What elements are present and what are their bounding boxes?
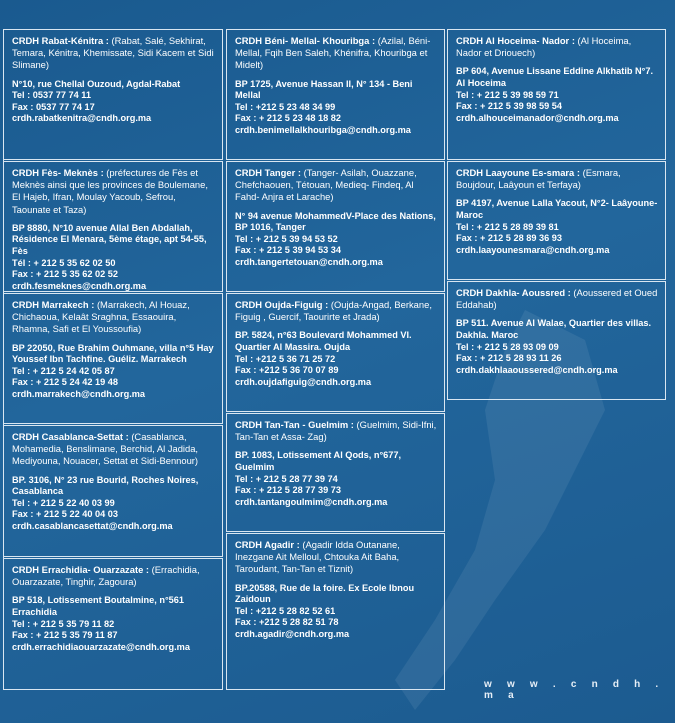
office-tel: Tel : + 212 5 28 77 39 74 — [235, 473, 338, 484]
office-regions: (Errachidia, Ouarzazate, Tinghir, Zagoura) — [12, 564, 200, 588]
office-name: CRDH Casablanca-Settat : — [12, 431, 129, 442]
office-name: CRDH Tanger : — [235, 167, 301, 178]
office-tel: Tel : + 212 5 28 93 09 09 — [456, 341, 559, 352]
office-tel: Tel : + 212 5 39 94 53 52 — [235, 233, 338, 244]
office-email[interactable]: crdh.oujdafiguig@cndh.org.ma — [235, 376, 372, 387]
office-regions: (Aoussered et Oued Eddahab) — [456, 287, 658, 311]
office-name: CRDH Errachidia- Ouarzazate : — [12, 564, 150, 575]
office-name: CRDH Dakhla- Aoussred : — [456, 287, 571, 298]
office-email[interactable]: crdh.agadir@cndh.org.ma — [235, 628, 350, 639]
office-card-dakhla — [447, 281, 666, 400]
office-email[interactable]: crdh.casablancasettat@cndh.org.ma — [12, 520, 173, 531]
office-email[interactable]: crdh.benimellalkhouribga@cndh.org.ma — [235, 124, 411, 135]
office-card-errachidia — [4, 558, 223, 690]
office-email[interactable]: crdh.fesmeknes@cndh.org.ma — [12, 280, 147, 291]
office-email[interactable]: crdh.errachidiaouarzazate@cndh.org.ma — [12, 641, 190, 652]
office-address: BP.20588, Rue de la foire. Ex Ecole Ibnou Zaidoun — [235, 582, 415, 605]
office-address: BP. 1083, Lotissement Al Qods, n°677, Guelmim — [235, 450, 402, 472]
office-address: BP 22050, Rue Brahim Ouhmane, villa n°5 Hay Youssef Ibn Tachfine. Guéliz. Marrakech — [12, 342, 214, 365]
office-regions: (Guelmim, Sidi-Ifni, Tan-Tan et Assa- Zag) — [235, 419, 437, 443]
office-fax: Fax : +212 5 28 82 51 78 — [235, 617, 339, 628]
office-address: BP 8880, N°10 avenue Allal Ben Abdallah, Résidence El Menara, 5ème étage, apt 54-55, Fès — [12, 222, 207, 256]
office-tel: Tel : + 212 5 35 79 11 82 — [12, 618, 115, 629]
office-regions: (Tanger- Asilah, Ouazzane, Chefchaouen, Tétouan, Medieq- Findeq, Al Fahd- Anjra et Larache) — [235, 167, 417, 203]
office-regions: (Esmara, Boujdour, Laâyoun et Terfaya) — [456, 167, 621, 191]
office-address: BP. 5824, n°63 Boulevard Mohammed VI. Quartier Al Massira. Oujda — [235, 330, 412, 352]
office-fax: Fax : + 212 5 23 48 18 82 — [235, 113, 341, 124]
office-tel: Tel : + 212 5 24 42 05 87 — [12, 365, 115, 376]
office-email[interactable]: crdh.dakhlaaoussered@cndh.org.ma — [456, 364, 618, 375]
office-card-laayoune — [447, 161, 666, 280]
office-address: BP 511. Avenue Al Walae, Quartier des villas. Dakhla. Maroc — [456, 318, 652, 340]
office-address: N° 94 avenue MohammedV-Place des Nations, BP 1016, Tanger — [235, 210, 436, 233]
office-tel: Tél : + 212 5 35 62 02 50 — [12, 257, 116, 268]
office-tel: Tel : 0537 77 74 11 — [12, 90, 92, 101]
office-fax: Fax : + 212 5 24 42 19 48 — [12, 377, 118, 388]
office-address: BP 518, Lotissement Boutalmine, n°561 Errachidia — [12, 595, 184, 617]
office-fax: Fax : + 212 5 35 62 02 52 — [12, 269, 118, 280]
office-regions: (Marrakech, Al Houaz, Chichaoua, Kelaât Sraghna, Essaouira, Rhamna, Safi et El Youssoufia) — [12, 299, 190, 335]
office-regions: (Agadir Idda Outanane, Inezgane Ait Melloul, Chtouka Ait Baha, Taroudant, Tan-Tan et Tiznit) — [235, 539, 400, 575]
office-name: CRDH Marrakech : — [12, 299, 95, 310]
office-address: N°10, rue Chellal Ouzoud, Agdal-Rabat — [12, 78, 181, 89]
office-regions: (Al Hoceima, Nador et Driouech) — [456, 35, 632, 59]
website-url[interactable]: w w w . c n d h . m a — [484, 679, 665, 701]
office-tel: Tel : +212 5 28 82 52 61 — [235, 605, 336, 616]
office-regions: (Casablanca, Mohamedia, Benslimane, Berchid, Al Jadida, Mediyouna, Nouacer, Settat et Sidi-Bennour) — [12, 431, 199, 467]
office-card-agadir — [226, 533, 445, 690]
office-email[interactable]: crdh.laayounesmara@cndh.org.ma — [456, 244, 610, 255]
office-fax: Fax : + 212 5 39 98 59 54 — [456, 101, 562, 112]
office-card-beni-mellal — [226, 29, 445, 160]
office-fax: Fax : +212 5 36 70 07 89 — [235, 365, 339, 376]
office-name: CRDH Al Hoceima- Nador : — [456, 35, 575, 46]
office-name: CRDH Laayoune Es-smara : — [456, 167, 580, 178]
office-fax: Fax : + 212 5 28 89 36 93 — [456, 233, 562, 244]
office-tel: Tel : +212 5 36 71 25 72 — [235, 353, 336, 364]
office-email[interactable]: crdh.tantangoulmim@cndh.org.ma — [235, 496, 388, 507]
office-fax: Fax : + 212 5 28 93 11 26 — [456, 353, 562, 364]
office-card-tanger — [226, 161, 445, 292]
office-card-marrakech — [4, 293, 223, 424]
office-regions: (préfectures de Fès et Meknès ainsi que les provinces de Boulemane, El Hajeb, Ifran, Moulay Yacoub, Sefrou, Taounate et Taza) — [12, 167, 208, 215]
office-tel: Tel : +212 5 23 48 34 99 — [235, 101, 336, 112]
office-fax: Fax : 0537 77 74 17 — [12, 101, 95, 112]
office-name: CRDH Béni- Mellal- Khouribga : — [235, 35, 376, 46]
office-name: CRDH Agadir : — [235, 539, 300, 550]
office-name: CRDH Oujda-Figuig : — [235, 299, 329, 310]
office-address: BP 4197, Avenue Lalla Yacout, N°2- Laâyoune-Maroc — [456, 198, 658, 220]
office-regions: (Oujda-Angad, Berkane, Figuig , Guercif, Taourirte et Jrada) — [235, 299, 432, 323]
office-email[interactable]: crdh.marrakech@cndh.org.ma — [12, 388, 146, 399]
office-fax: Fax : + 212 5 22 40 04 03 — [12, 509, 118, 520]
office-regions: (Azilal, Béni-Mellal, Fqih Ben Saleh, Khénifra, Khouribga et Midelt) — [235, 35, 431, 71]
office-grid — [3, 29, 666, 690]
office-fax: Fax : + 212 5 35 79 11 87 — [12, 630, 118, 641]
office-fax: Fax : + 212 5 39 94 53 34 — [235, 245, 341, 256]
office-card-alhoceima — [447, 29, 666, 160]
office-email[interactable]: crdh.tangertetouan@cndh.org.ma — [235, 256, 383, 267]
office-card-oujda — [226, 293, 445, 412]
office-tel: Tel : + 212 5 22 40 03 99 — [12, 497, 115, 508]
office-fax: Fax : + 212 5 28 77 39 73 — [235, 485, 341, 496]
office-tel: Tel : + 212 5 28 89 39 81 — [456, 221, 559, 232]
office-regions: (Rabat, Salé, Sekhirat, Temara, Kénitra, Khemissate, Sidi Kacem et Sidi Slimane) — [12, 35, 214, 71]
office-card-tantan — [226, 413, 445, 532]
office-email[interactable]: crdh.rabatkenitra@cndh.org.ma — [12, 113, 152, 124]
office-address: BP 1725, Avenue Hassan II, N° 134 - Beni Mellal — [235, 78, 413, 101]
office-address: BP. 3106, N° 23 rue Bourid, Roches Noires, Casablanca — [12, 474, 199, 497]
office-email[interactable]: crdh.alhouceimanador@cndh.org.ma — [456, 112, 619, 123]
office-name: CRDH Tan-Tan - Guelmim : — [235, 419, 354, 430]
office-address: BP 604, Avenue Lissane Eddine Alkhatib N°7. Al Hoceima — [456, 66, 654, 88]
office-card-rabat — [4, 29, 223, 160]
office-name: CRDH Fès- Meknès : — [12, 167, 104, 178]
office-card-casablanca — [4, 425, 223, 557]
office-card-fes — [4, 161, 223, 292]
office-tel: Tel : + 212 5 39 98 59 71 — [456, 89, 559, 100]
office-name: CRDH Rabat-Kénitra : — [12, 35, 109, 46]
